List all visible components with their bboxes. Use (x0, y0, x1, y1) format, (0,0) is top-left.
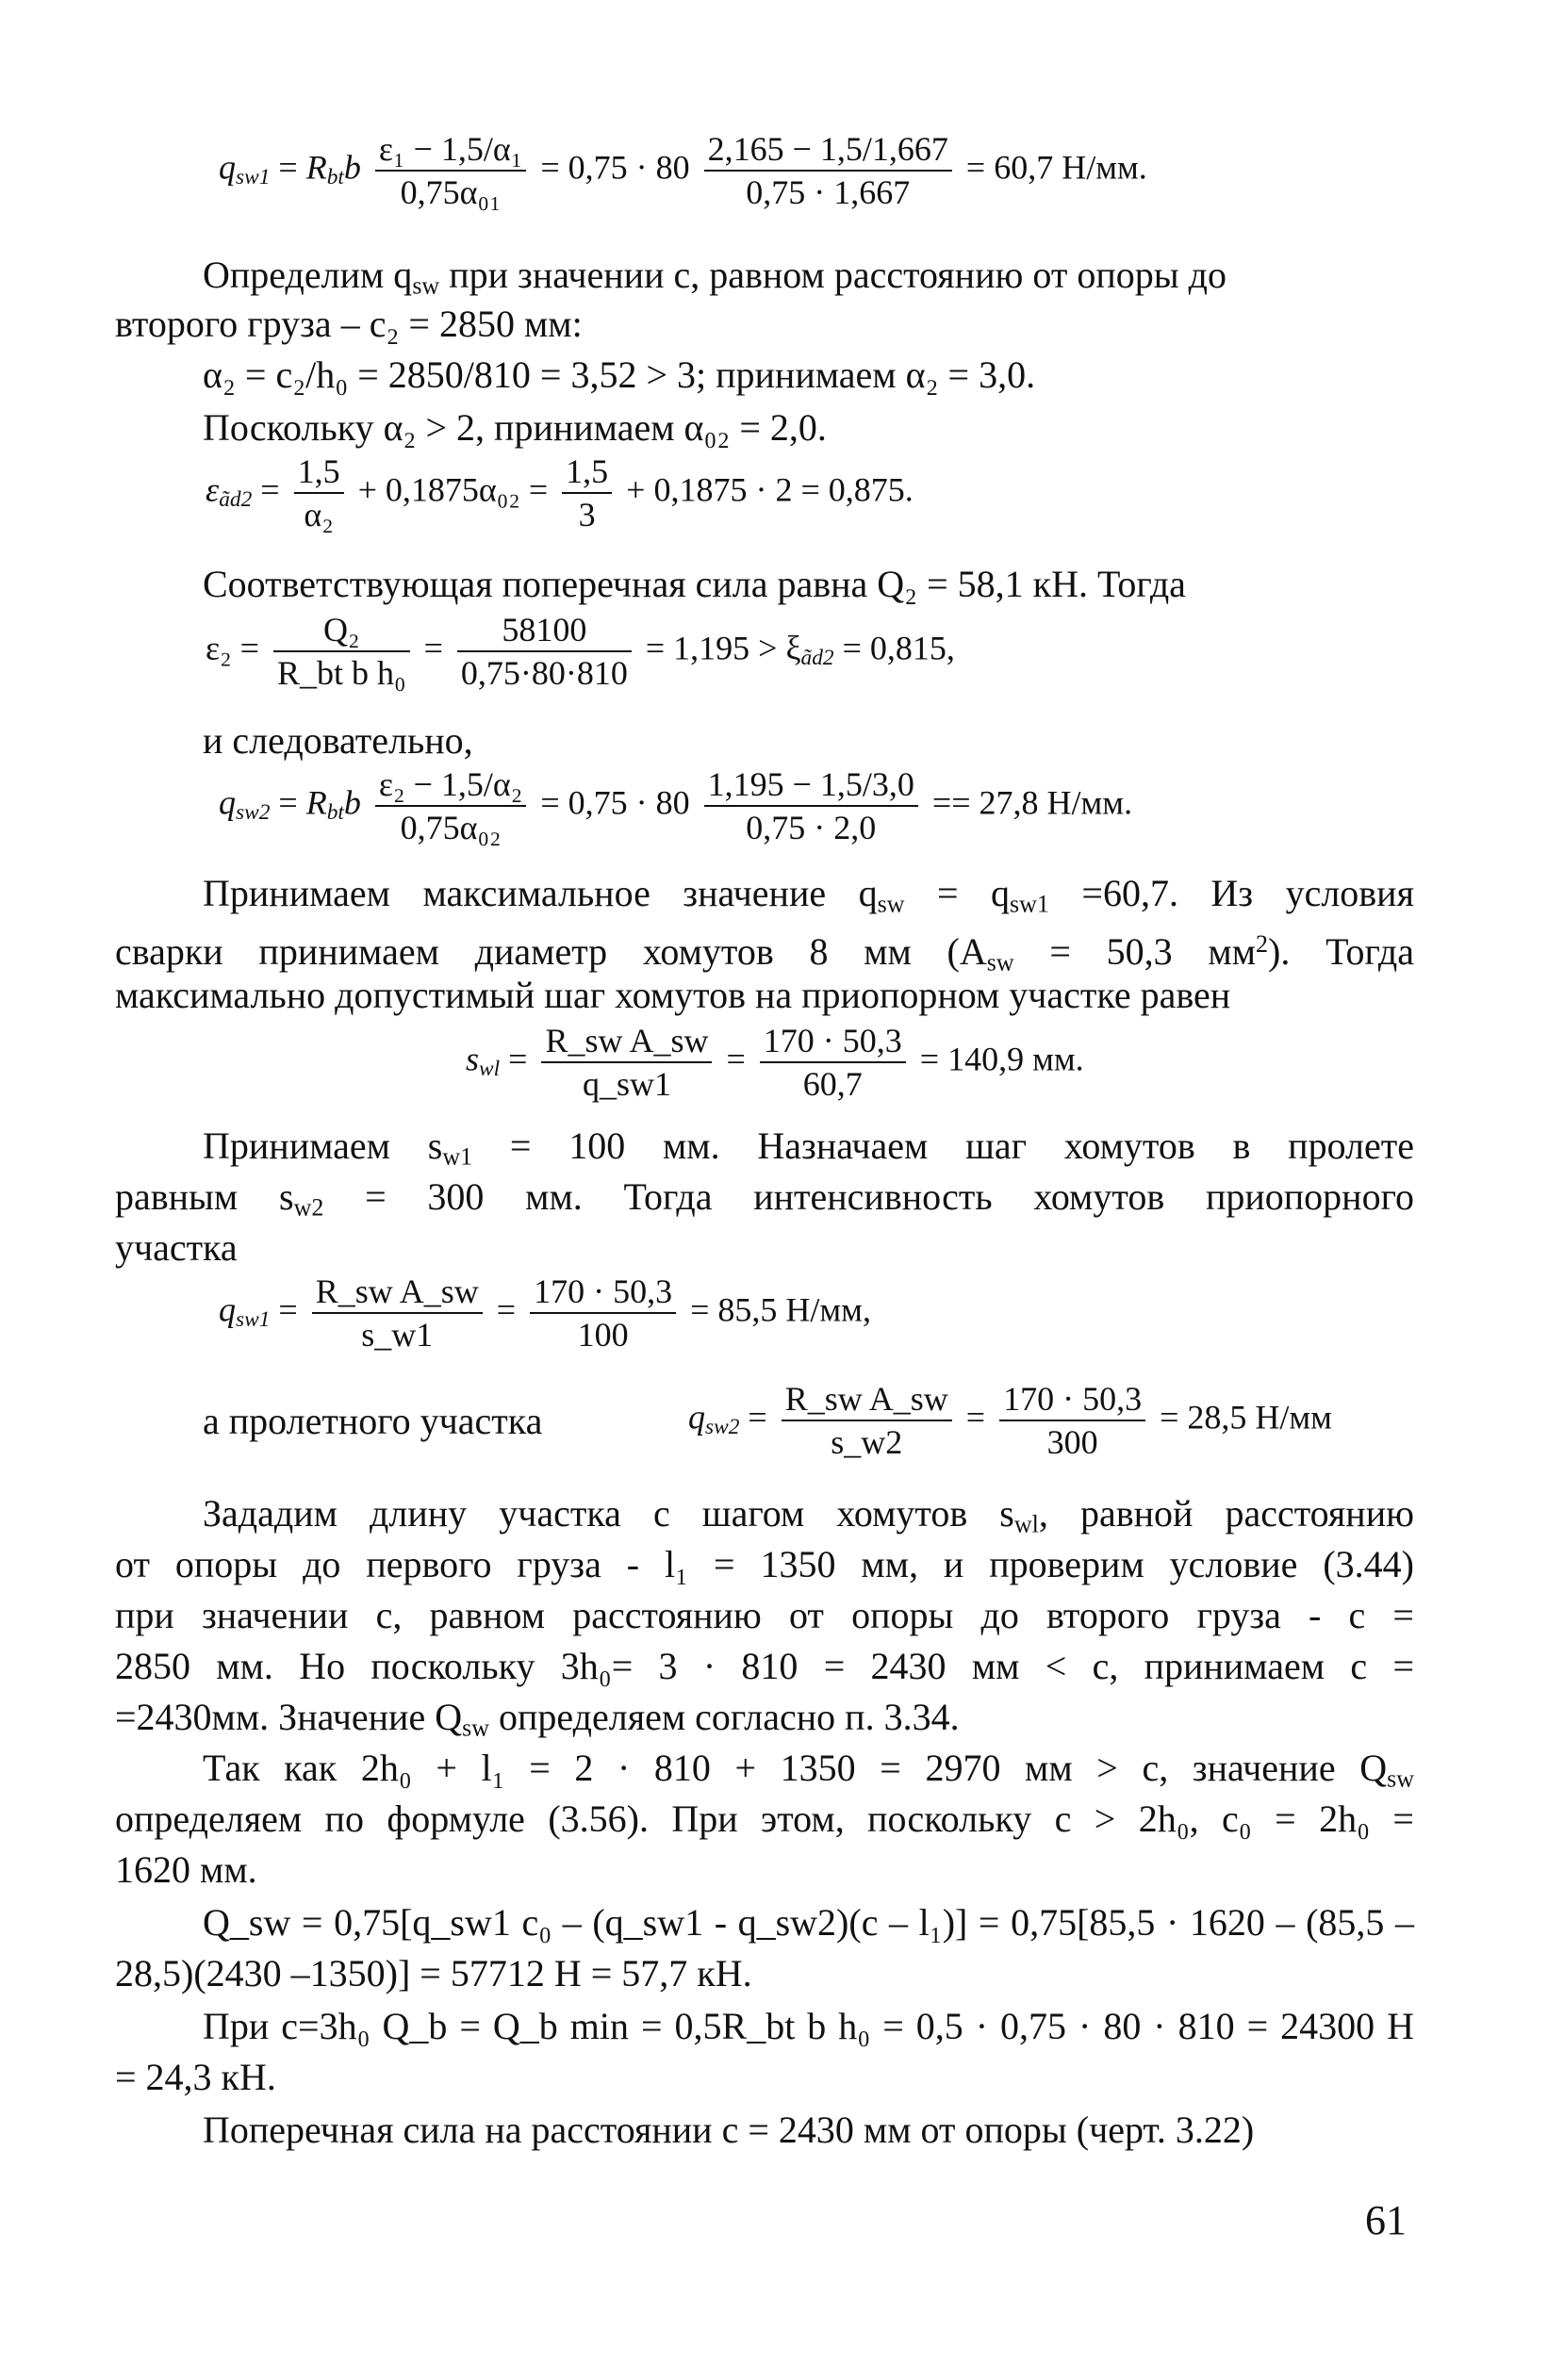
paragraph-line: при значении c, равном расстоянию от опоры до второго груза - c = (115, 1594, 1414, 1636)
paragraph-line: Q_sw = 0,75[q_sw1 c₀ – (q_sw1 - q_sw2)(c – l₁)] = 0,75[85,5 · 1620 – (85,5 – (203, 1901, 1414, 1944)
paragraph-line: и следовательно, (203, 719, 473, 762)
formula-qsw2-span: $q_{sw2}$ = $\frac{\text{R\_sw A\_sw}}{s\_w2}$ = $\frac{170 \cdot 50,3}{300}$ = 28,5 Н/мм (688, 1380, 1332, 1461)
formula-qsw1-support: $q_{sw1}$ = $\frac{\text{R\_sw A\_sw}}{s\_w1}$ = $\frac{170 \cdot 50,3}{100}$ = 85,5 Н/мм, (219, 1272, 871, 1354)
paragraph-line: второго груза – c₂ = 2850 мм: (115, 303, 583, 345)
formula-swl: $s_{wl}$ = $\frac{\text{R\_sw A\_sw}}{q\_sw1}$ = $\frac{170 \cdot 50,3}{60,7}$ = 140,9 мм. (466, 1022, 1084, 1103)
paragraph-line: Зададим длину участка с шагом хомутов $s_{wl}$, равной расстоянию (203, 1492, 1415, 1538)
formula-epsilon2: ε₂ = $\frac{\text{Q₂}}{\text{R\_bt b h₀}}$ = $\frac{58100}{0,75\cdot 80\cdot 810}$ = $1,195 > \xi_{ãd2} = 0,815$, (206, 611, 955, 692)
page-number: 61 (1365, 2197, 1407, 2243)
formula-epsilon-ad2: $\varepsilon_{ãd2}$ = $\frac{1,5}{\text{α₂}}$ + 0,1875α₀₂ = $\frac{1,5}{3}$ + 0,1875 · 2 = 0,875. (206, 452, 914, 533)
paragraph-line: = 24,3 кН. (115, 2056, 276, 2098)
paragraph-line: участка (115, 1226, 238, 1269)
paragraph-line: Поскольку α₂ > 2, принимаем α₀₂ = 2,0. (203, 406, 827, 449)
paragraph-line: Так как 2h₀ + l₁ = 2 · 810 + 1350 = 2970 мм > c, значение $Q_{sw}$ (203, 1747, 1414, 1793)
paragraph-line: 28,5)(2430 –1350)] = 57712 Н = 57,7 кН. (115, 1952, 752, 1994)
paragraph-line: При c=3h₀ Q_b = Q_b min = 0,5R_bt b h₀ = 0,5 · 0,75 · 80 · 810 = 24300 Н (203, 2005, 1414, 2047)
paragraph-line: а пролетного участка (203, 1400, 543, 1442)
paragraph-line: 2850 мм. Но поскольку 3h₀= 3 · 810 = 2430 мм < c, принимаем c = (115, 1645, 1414, 1687)
paragraph-line: определяем по формуле (3.56). При этом, поскольку c > 2h₀, c₀ = 2h₀ = (115, 1797, 1414, 1840)
paragraph-line: от опоры до первого груза - l₁ = 1350 мм, и проверим условие (3.44) (115, 1543, 1414, 1585)
formula-qsw1: $q_{sw1} = R_{bt}b$ $\frac{\text{ε₁ − 1,5/α₁}}{\text{0,75α₀₁}}$ = 0,75 · 80 $\frac{2,165 - 1,5/1,667}{0,75 \cdot 1,667}$ = 60,7 Н/мм. (219, 130, 1147, 211)
paragraph-line: Принимаем максимальное значение $q_{sw} = q_{sw1} =60,7$. Из условия (203, 872, 1414, 918)
paragraph-line: равным $s_{w2} = 300$ мм. Тогда интенсивность хомутов приопорного (115, 1175, 1414, 1222)
paragraph-line: максимально допустимый шаг хомутов на приопорном участке равен (115, 974, 1231, 1016)
paragraph-line: Поперечная сила на расстоянии c = 2430 мм от опоры (черт. 3.22) (203, 2109, 1255, 2151)
paragraph-line: =2430мм. Значение $Q_{sw}$ определяем согласно п. 3.34. (115, 1696, 960, 1742)
paragraph-line: сварки принимаем диаметр хомутов 8 мм ($A_{sw} = 50,3$ $мм^2$). Тогда (115, 930, 1415, 977)
formula-qsw2: $q_{sw2} = R_{bt}b$ $\frac{\text{ε₂ − 1,5/α₂}}{\text{0,75α₀₂}}$ = 0,75 · 80 $\frac{1,195 - 1,5/3,0}{0,75 \cdot 2,0}$ == 27,8 Н/мм. (219, 765, 1133, 846)
paragraph-line: 1620 мм. (115, 1848, 257, 1891)
formula-line: α₂ = c₂/h₀ = 2850/810 = 3,52 > 3; принимаем α₂ = 3,0. (203, 353, 1036, 396)
paragraph-line: Определим $q_{sw}$ при значении c, равном расстоянию от опоры до (203, 254, 1227, 300)
paragraph-line: Принимаем $s_{w1} = 100$ мм. Назначаем шаг хомутов в пролете (203, 1124, 1414, 1171)
paragraph-line: Соответствующая поперечная сила равна Q₂ = 58,1 кН. Тогда (203, 563, 1186, 605)
